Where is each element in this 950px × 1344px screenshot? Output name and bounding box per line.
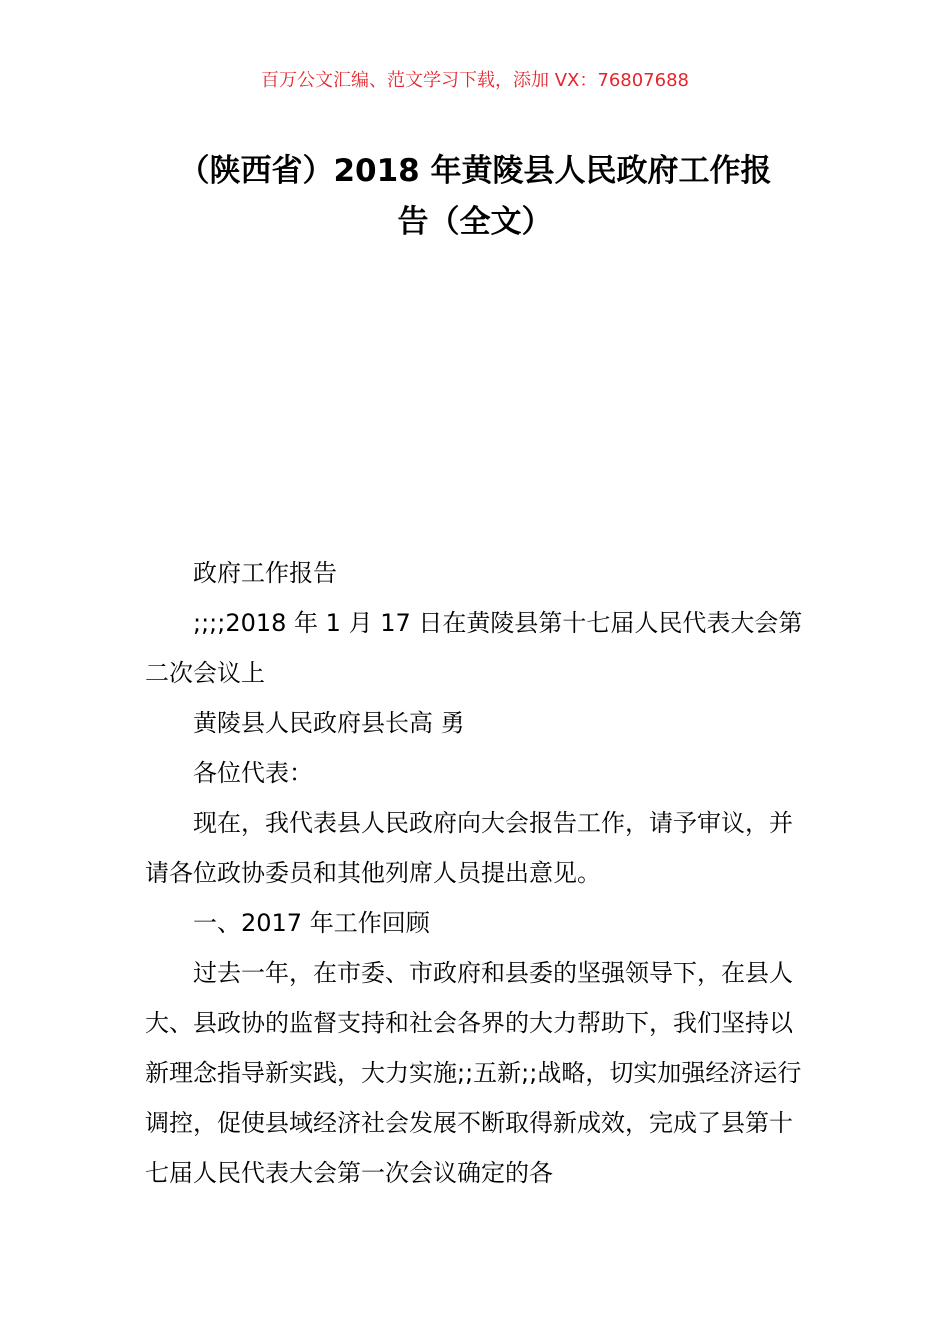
- section-heading-review: 一、2017 年工作回顾: [193, 909, 430, 937]
- document-title-line-2: 告（全文）: [397, 204, 553, 240]
- document-title: [140, 146, 810, 248]
- speaker-line: 黄陵县人民政府县长高 勇: [193, 709, 465, 737]
- document-title-line-1: （陕西省）2018 年黄陵县人民政府工作报: [178, 153, 772, 189]
- document-body: [145, 548, 810, 1198]
- intro-paragraph: 现在，我代表县人民政府向大会报告工作，请予审议，并请各位政协委员和其他列席人员提出意见。: [145, 809, 793, 887]
- salutation: 各位代表：: [193, 759, 313, 787]
- review-paragraph: 过去一年，在市委、市政府和县委的坚强领导下，在县人大、县政协的监督支持和社会各界的大力帮助下，我们坚持以新理念指导新实践，大力实施;;五新;;战略，切实加强经济运行调控，促使县域经济社会发展不断取得新成效，完成了县第十七届人民代表大会第一次会议确定的各: [145, 959, 802, 1187]
- report-heading: 政府工作报告: [193, 559, 337, 587]
- meeting-date-line: ;;;;2018 年 1 月 17 日在黄陵县第十七届人民代表大会第二次会议上: [145, 609, 803, 687]
- watermark-header-note: 百万公文汇编、范文学习下载，添加 VX：76807688: [261, 70, 689, 91]
